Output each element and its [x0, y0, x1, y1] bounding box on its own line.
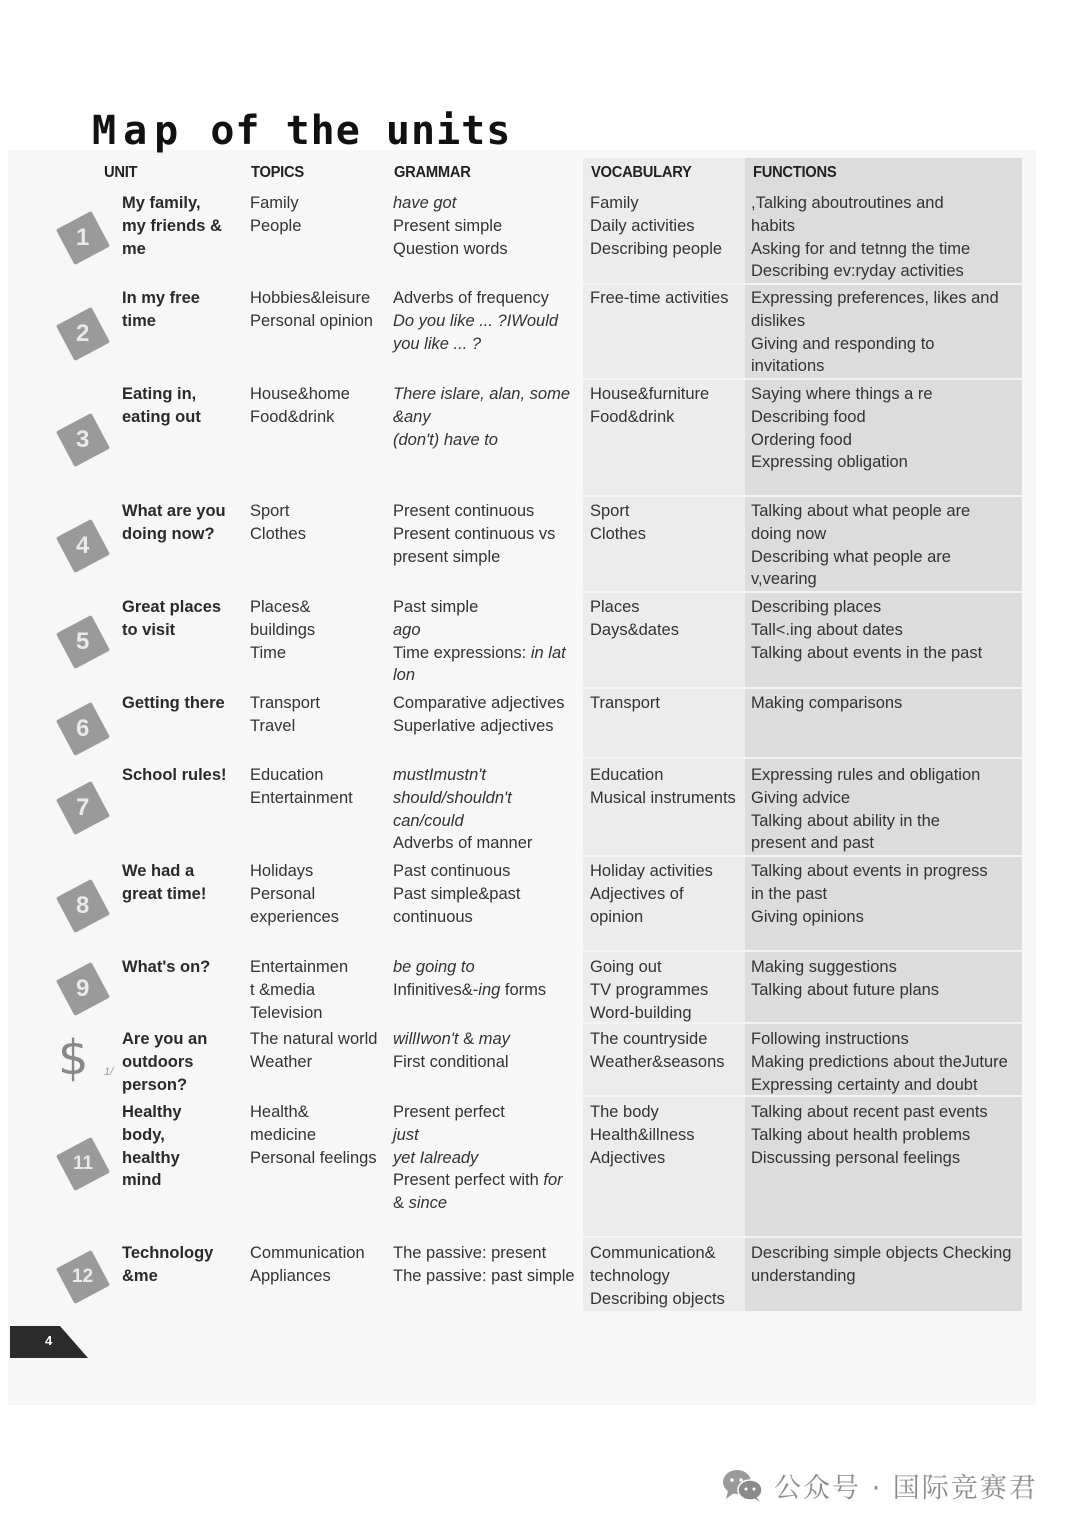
grammar-cell: [393, 1242, 578, 1288]
vocabulary-cell-line: Sport: [590, 502, 630, 520]
grammar-line: [393, 596, 578, 619]
functions-cell-line: Giving advice: [751, 788, 851, 807]
grammar-text: Present continuous vs: [393, 524, 556, 543]
vocabulary-cell: [590, 692, 740, 715]
grammar-text: &: [393, 1194, 409, 1213]
functions-cell-line: Describing what people are: [751, 547, 951, 566]
functions-cell-line: Describing simple objects Checking: [751, 1244, 1012, 1262]
grammar-line: [393, 1169, 578, 1192]
unit-number: 6: [76, 715, 90, 743]
functions-cell-line: Talking about events in progress: [751, 862, 988, 880]
grammar-line: [393, 500, 578, 523]
topics-cell: [250, 1242, 385, 1288]
functions-cell-line: Giving opinions: [751, 907, 864, 926]
grammar-text: Present perfect with: [393, 1171, 544, 1190]
vocabulary-cell-line: Health&illness: [590, 1125, 695, 1144]
grammar-cell: [393, 1028, 578, 1074]
page-number-tab: [10, 1326, 86, 1358]
vocabulary-cell-line: Musical instruments: [590, 788, 736, 807]
unit-title: [122, 764, 244, 787]
grammar-line: [393, 619, 578, 642]
functions-cell-line: Expressing preferences, likes and: [751, 289, 999, 307]
unit-title-line: healthy: [122, 1148, 180, 1167]
functions-cell-line: Expressing rules and obligation: [751, 766, 981, 784]
grammar-line: [393, 979, 578, 1002]
functions-cell: [751, 287, 1016, 378]
functions-cell-line: Saying where things a re: [751, 385, 933, 403]
unit-title: [122, 287, 244, 333]
grammar-line: [393, 310, 578, 333]
title-first-word: Map: [92, 108, 186, 154]
watermark: [722, 1466, 1038, 1505]
grammar-line: [393, 642, 578, 665]
row-separator: [583, 591, 1022, 593]
grammar-text: just: [393, 1125, 419, 1144]
unit-title-line: great time!: [122, 884, 207, 903]
grammar-text: Question words: [393, 239, 508, 258]
grammar-text: since: [408, 1194, 448, 1213]
functions-cell: [751, 596, 1016, 664]
functions-cell-line: Expressing obligation: [751, 453, 908, 472]
unit-title: [122, 383, 244, 429]
row-separator: [583, 757, 1022, 759]
vocabulary-cell-line: Family: [590, 194, 639, 212]
topics-cell-line: Weather: [250, 1052, 313, 1071]
functions-cell-line: in the past: [751, 884, 828, 903]
topics-cell-line: Places&: [250, 598, 311, 616]
grammar-text: in lat: [530, 643, 566, 662]
grammar-text: The passive: present: [393, 1244, 547, 1262]
grammar-line: [393, 1028, 578, 1051]
grammar-line: [393, 546, 578, 569]
functions-cell: [751, 1242, 1016, 1288]
unit-title-line: Great places: [122, 598, 222, 616]
grammar-cell: [393, 764, 578, 855]
topics-cell-line: Health&: [250, 1103, 309, 1121]
grammar-line: [393, 383, 578, 406]
functions-cell: [751, 692, 1016, 715]
grammar-line: [393, 906, 578, 929]
topics-cell-line: People: [250, 216, 302, 235]
functions-cell-line: Making suggestions: [751, 958, 897, 976]
header-grammar: GRAMMAR: [394, 164, 471, 181]
topics-cell: [250, 287, 385, 333]
unit-number-icon: $: [58, 1030, 89, 1086]
grammar-text: There islare, alan, some: [393, 385, 570, 403]
topics-cell-line: The natural world: [250, 1030, 378, 1048]
grammar-text: continuous: [393, 907, 473, 926]
unit-number: 2: [76, 320, 90, 348]
grammar-line: [393, 764, 578, 787]
functions-cell-line: Talking about recent past events: [751, 1103, 988, 1121]
grammar-text: Present continuous: [393, 502, 535, 520]
functions-cell-line: Ordering food: [751, 430, 852, 449]
row-separator: [583, 950, 1022, 952]
header-vocabulary: VOCABULARY: [591, 164, 692, 181]
functions-cell: [751, 860, 1016, 928]
functions-cell-line: ,Talking aboutroutines and: [751, 194, 944, 212]
grammar-text: Past simple&past: [393, 884, 521, 903]
row-separator: [583, 283, 1022, 285]
unit-number: 8: [76, 892, 90, 920]
unit-title-line: We had a: [122, 862, 195, 880]
unit-title-line: Eating in,: [122, 385, 197, 403]
grammar-text: First conditional: [393, 1052, 509, 1071]
functions-cell-line: present and past: [751, 834, 874, 853]
page-number: 4: [45, 1333, 53, 1348]
functions-cell-line: Expressing certainty and doubt: [751, 1075, 978, 1094]
topics-cell-line: Entertainment: [250, 788, 353, 807]
grammar-text: Do you like ... ?IWould: [393, 311, 559, 330]
unit-title-line: My family,: [122, 194, 201, 212]
grammar-line: [393, 333, 578, 356]
unit-title: [122, 500, 244, 546]
topics-cell-line: buildings: [250, 620, 316, 639]
row-separator: [583, 687, 1022, 689]
grammar-line: [393, 1051, 578, 1074]
grammar-text: for: [543, 1171, 563, 1190]
unit-title: [122, 860, 244, 906]
grammar-text: Time expressions:: [393, 643, 531, 662]
functions-cell-line: Talking about events in the past: [751, 643, 983, 662]
functions-cell-line: Tall<.ing about dates: [751, 620, 903, 639]
grammar-cell: [393, 383, 578, 451]
topics-cell-line: Family: [250, 194, 299, 212]
topics-cell-line: Clothes: [250, 524, 306, 543]
vocabulary-cell-line: The countryside: [590, 1030, 708, 1048]
unit-title-line: School rules!: [122, 766, 227, 784]
grammar-text: have got: [393, 194, 457, 212]
unit-number: 9: [76, 975, 90, 1003]
grammar-line: [393, 715, 578, 738]
vocabulary-cell: [590, 764, 740, 810]
grammar-line: [393, 1124, 578, 1147]
row-separator: [583, 1236, 1022, 1238]
unit-title-line: Are you an: [122, 1030, 208, 1048]
grammar-line: [393, 664, 578, 687]
topics-cell-line: Time: [250, 643, 287, 662]
topics-cell: [250, 956, 385, 1024]
unit-title-line: &me: [122, 1266, 158, 1285]
functions-cell-line: Giving and responding to: [751, 334, 935, 353]
watermark-text: 公众号 · 国际竞赛君: [774, 1473, 1038, 1504]
unit-number: 5: [76, 628, 90, 656]
unit-title-line: mind: [122, 1171, 162, 1190]
functions-cell-line: v,vearing: [751, 570, 817, 589]
row-separator: [583, 378, 1022, 380]
vocabulary-cell-line: Describing people: [590, 239, 723, 258]
vocabulary-cell-line: technology: [590, 1266, 670, 1285]
topics-cell-line: Personal opinion: [250, 311, 373, 330]
grammar-text: present simple: [393, 547, 501, 566]
topics-cell-line: House&home: [250, 385, 350, 403]
unit-title-line: person?: [122, 1075, 188, 1094]
functions-cell: [751, 1028, 1016, 1096]
vocabulary-cell-line: Describing objects: [590, 1289, 725, 1308]
grammar-cell: [393, 956, 578, 1002]
topics-cell-line: Travel: [250, 716, 296, 735]
topics-cell: [250, 764, 385, 810]
grammar-line: [393, 1265, 578, 1288]
grammar-text: &: [458, 1030, 479, 1048]
vocabulary-cell: [590, 287, 740, 310]
vocabulary-cell-line: Places: [590, 598, 640, 616]
vocabulary-cell-line: Free-time activities: [590, 289, 729, 307]
header-unit: UNIT: [104, 164, 138, 181]
unit-title-line: me: [122, 239, 146, 258]
topics-cell-line: Appliances: [250, 1266, 331, 1285]
topics-cell: [250, 1028, 385, 1074]
unit-title: [122, 192, 244, 260]
grammar-text: willIwon't: [393, 1030, 459, 1048]
grammar-cell: [393, 860, 578, 928]
topics-cell: [250, 692, 385, 738]
grammar-text: ago: [393, 620, 421, 639]
functions-cell: [751, 383, 1016, 474]
unit-number: 11: [72, 1153, 94, 1174]
vocabulary-cell-line: The body: [590, 1103, 659, 1121]
functions-cell: [751, 500, 1016, 591]
topics-cell-line: medicine: [250, 1125, 317, 1144]
unit-title-line: to visit: [122, 620, 176, 639]
functions-cell-line: habits: [751, 216, 796, 235]
header-functions: FUNCTIONS: [753, 164, 837, 181]
unit-title: [122, 1028, 244, 1096]
grammar-text: Adverbs of manner: [393, 834, 533, 853]
unit-title: [122, 692, 244, 715]
functions-cell-line: doing now: [751, 524, 827, 543]
grammar-text: forms: [500, 980, 547, 999]
grammar-line: [393, 215, 578, 238]
grammar-line: [393, 1242, 578, 1265]
grammar-line: [393, 860, 578, 883]
vocabulary-cell-line: Clothes: [590, 524, 646, 543]
grammar-text: should/shouldn't: [393, 788, 512, 807]
unit-title: [122, 956, 244, 979]
functions-cell: [751, 956, 1016, 1002]
unit-title-line: Technology: [122, 1244, 214, 1262]
grammar-text: Past continuous: [393, 862, 511, 880]
topics-cell-line: Entertainmen: [250, 958, 349, 976]
vocabulary-cell-line: Communication&: [590, 1244, 716, 1262]
functions-cell-line: Making predictions about theJuture: [751, 1052, 1008, 1071]
unit-title-line: my friends &: [122, 216, 222, 235]
grammar-text: Superlative adjectives: [393, 716, 554, 735]
unit-title-line: What's on?: [122, 958, 211, 976]
topics-cell-line: Transport: [250, 694, 320, 712]
topics-cell-line: Food&drink: [250, 407, 335, 426]
grammar-line: [393, 429, 578, 452]
functions-cell-line: understanding: [751, 1266, 856, 1285]
vocabulary-cell: [590, 1242, 740, 1310]
vocabulary-cell-line: Weather&seasons: [590, 1052, 725, 1071]
grammar-line: [393, 810, 578, 833]
grammar-line: [393, 956, 578, 979]
functions-cell-line: Talking about ability in the: [751, 811, 940, 830]
grammar-line: [393, 238, 578, 261]
vocabulary-cell-line: Going out: [590, 958, 662, 976]
unit-title-line: Getting there: [122, 694, 225, 712]
grammar-line: [393, 192, 578, 215]
grammar-text: lon: [393, 666, 416, 685]
grammar-cell: [393, 192, 578, 260]
grammar-text: Adverbs of frequency: [393, 289, 549, 307]
functions-cell-line: Talking about health problems: [751, 1125, 971, 1144]
grammar-line: [393, 523, 578, 546]
grammar-line: [393, 1101, 578, 1124]
functions-cell-line: invitations: [751, 357, 825, 376]
unit-number: 7: [76, 794, 90, 822]
topics-cell-line: t &media: [250, 980, 316, 999]
functions-cell-line: Describing places: [751, 598, 882, 616]
grammar-text: Present simple: [393, 216, 503, 235]
vocabulary-cell-line: Daily activities: [590, 216, 695, 235]
row-separator: [583, 495, 1022, 497]
functions-cell: [751, 764, 1016, 855]
vocabulary-cell-line: Adjectives of: [590, 884, 684, 903]
functions-cell: [751, 1101, 1016, 1169]
vocabulary-cell: [590, 956, 740, 1024]
unit-title: [122, 1101, 244, 1192]
topics-cell: [250, 500, 385, 546]
vocabulary-cell-line: opinion: [590, 907, 644, 926]
vocabulary-cell: [590, 1028, 740, 1074]
unit-number: 12: [72, 1266, 94, 1288]
vocabulary-cell-line: Transport: [590, 694, 660, 712]
grammar-line: [393, 883, 578, 906]
topics-cell-line: Sport: [250, 502, 290, 520]
vocabulary-cell: [590, 192, 740, 260]
topics-cell-line: Education: [250, 766, 324, 784]
unit-title: [122, 1242, 244, 1288]
vocabulary-cell-line: Word-building: [590, 1003, 692, 1022]
functions-cell-line: dislikes: [751, 311, 806, 330]
unit-title-line: In my free: [122, 289, 200, 307]
grammar-text: yet Ialready: [393, 1148, 479, 1167]
functions-cell: [751, 192, 1016, 283]
grammar-cell: [393, 1101, 578, 1215]
functions-cell-line: Talking about what people are: [751, 502, 971, 520]
unit-title: [122, 596, 244, 642]
grammar-line: [393, 287, 578, 310]
grammar-text: &any: [393, 407, 431, 426]
grammar-line: [393, 1147, 578, 1170]
grammar-text: ing: [478, 980, 501, 999]
unit-title-line: body,: [122, 1125, 165, 1144]
handwritten-mark: 1/: [104, 1066, 114, 1078]
grammar-text: The passive: past simple: [393, 1266, 575, 1285]
topics-cell-line: experiences: [250, 907, 339, 926]
topics-cell-line: Communication: [250, 1244, 365, 1262]
unit-title-line: outdoors: [122, 1052, 194, 1071]
topics-cell: [250, 860, 385, 928]
unit-title-line: time: [122, 311, 156, 330]
grammar-line: [393, 1192, 578, 1215]
unit-title-line: What are you: [122, 502, 226, 520]
grammar-text: Past simple: [393, 598, 479, 616]
grammar-line: [393, 692, 578, 715]
vocabulary-cell: [590, 860, 740, 928]
unit-number: 1: [76, 224, 90, 252]
grammar-text: can/could: [393, 811, 464, 830]
wechat-icon: [722, 1469, 764, 1503]
vocabulary-cell-line: Adjectives: [590, 1148, 666, 1167]
grammar-text: Comparative adjectives: [393, 694, 565, 712]
grammar-line: [393, 787, 578, 810]
topics-cell: [250, 192, 385, 238]
unit-title-line: eating out: [122, 407, 201, 426]
vocabulary-cell: [590, 1101, 740, 1169]
topics-cell-line: Hobbies&leisure: [250, 289, 371, 307]
vocabulary-cell-line: Food&drink: [590, 407, 675, 426]
grammar-text: (don't) have to: [393, 430, 498, 449]
unit-number: 3: [76, 426, 90, 454]
topics-cell-line: Personal feelings: [250, 1148, 377, 1167]
grammar-text: Infinitives&-: [393, 980, 479, 999]
functions-cell-line: Talking about future plans: [751, 980, 940, 999]
vocabulary-cell-line: House&furniture: [590, 385, 710, 403]
unit-number: 4: [76, 532, 90, 560]
vocabulary-cell-line: Holiday activities: [590, 862, 713, 880]
row-separator: [583, 855, 1022, 857]
grammar-text: you like ... ?: [393, 334, 482, 353]
grammar-cell: [393, 500, 578, 568]
vocabulary-cell-line: Education: [590, 766, 664, 784]
functions-cell-line: Making comparisons: [751, 694, 903, 712]
topics-cell: [250, 596, 385, 664]
functions-cell-line: Describing ev:ryday activities: [751, 262, 964, 281]
topics-cell-line: Personal: [250, 884, 316, 903]
header-topics: TOPICS: [251, 164, 304, 181]
functions-cell-line: Following instructions: [751, 1030, 909, 1048]
topics-cell-line: Holidays: [250, 862, 314, 880]
vocabulary-cell: [590, 383, 740, 429]
topics-cell: [250, 383, 385, 429]
vocabulary-cell-line: Days&dates: [590, 620, 679, 639]
topics-cell: [250, 1101, 385, 1169]
functions-cell-line: Asking for and tetnng the time: [751, 239, 971, 258]
grammar-cell: [393, 692, 578, 738]
grammar-text: mustImustn't: [393, 766, 487, 784]
title-rest: of the units: [185, 108, 512, 154]
functions-cell-line: Discussing personal feelings: [751, 1148, 961, 1167]
vocabulary-cell-line: TV programmes: [590, 980, 709, 999]
page-title: [92, 108, 511, 154]
topics-cell-line: Television: [250, 1003, 323, 1022]
grammar-text: be going to: [393, 958, 475, 976]
grammar-cell: [393, 596, 578, 687]
vocabulary-cell: [590, 500, 740, 546]
grammar-line: [393, 406, 578, 429]
vocabulary-cell: [590, 596, 740, 642]
functions-cell-line: Describing food: [751, 407, 866, 426]
grammar-line: [393, 832, 578, 855]
grammar-cell: [393, 287, 578, 355]
grammar-text: may: [478, 1030, 510, 1048]
unit-title-line: Healthy: [122, 1103, 182, 1121]
unit-title-line: doing now?: [122, 524, 215, 543]
grammar-text: Present perfect: [393, 1103, 505, 1121]
